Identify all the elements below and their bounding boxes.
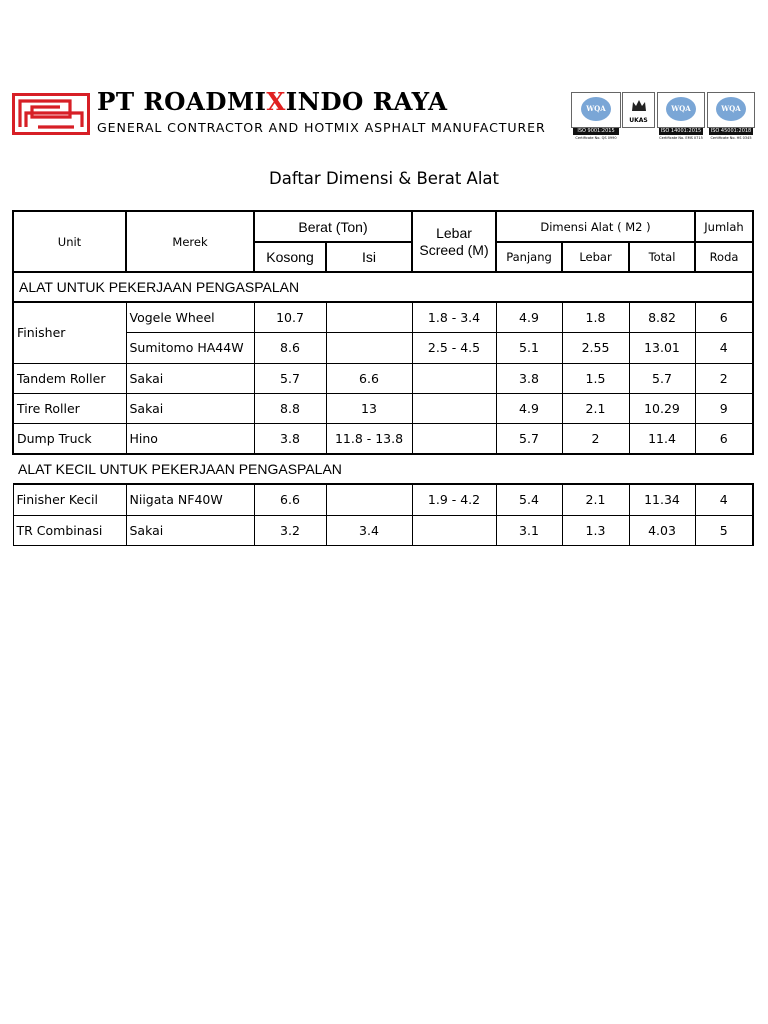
section-heading: ALAT UNTUK PEKERJAAN PENGASPALAN <box>13 272 753 302</box>
header-roda: Roda <box>695 242 753 272</box>
iso-9001-badge: WQA ISO 9001:2015 Certificate No. QS 0990 <box>571 92 621 142</box>
header-lebar: Lebar <box>562 242 629 272</box>
header-total: Total <box>629 242 695 272</box>
header-unit: Unit <box>13 211 126 272</box>
header-row-1 <box>13 211 753 242</box>
header-isi: Isi <box>326 242 412 272</box>
iso-45001-badge: WQA ISO 45001:2018 Certificate No. HS 0345 <box>707 92 755 142</box>
equipment-table <box>12 210 754 546</box>
company-name: PT ROADMIXINDO RAYA <box>97 87 448 116</box>
company-logo <box>12 93 90 135</box>
company-tagline: GENERAL CONTRACTOR AND HOTMIX ASPHALT MANUFACTURER <box>97 120 546 135</box>
header-dimensi: Dimensi Alat ( M2 ) <box>496 211 695 242</box>
header-kosong: Kosong <box>254 242 326 272</box>
table-row: TR Combinasi Sakai 3.2 3.4 3.1 1.3 4.03 5 <box>13 515 753 545</box>
header-panjang: Panjang <box>496 242 562 272</box>
header-lebar-screed: Lebar Screed (M) <box>412 211 496 272</box>
table-row: Tandem Roller Sakai 5.7 6.6 3.8 1.5 5.7 2 <box>13 363 753 393</box>
table-row: Dump Truck Hino 3.8 11.8 - 13.8 5.7 2 11.4 6 <box>13 423 753 454</box>
wqa-logo-icon: WQA <box>716 97 746 121</box>
section-heading: ALAT KECIL UNTUK PEKERJAAN PENGASPALAN <box>13 454 753 484</box>
table-row: Finisher Vogele Wheel 10.7 1.8 - 3.4 4.9 1.8 8.82 6 <box>13 302 753 332</box>
wqa-logo-icon: WQA <box>666 97 696 121</box>
header-jumlah: Jumlah <box>695 211 753 242</box>
crown-icon <box>630 97 648 113</box>
header-merek: Merek <box>126 211 254 272</box>
table-row: Sumitomo HA44W 8.6 2.5 - 4.5 5.1 2.55 13.01 4 <box>13 332 753 363</box>
header-berat: Berat (Ton) <box>254 211 412 242</box>
wqa-logo-icon: WQA <box>581 97 611 121</box>
iso-14001-badge: WQA ISO 14001:2015 Certificate No. EMS 0715 <box>657 92 705 142</box>
table-row: Tire Roller Sakai 8.8 13 4.9 2.1 10.29 9 <box>13 393 753 423</box>
table-row: Finisher Kecil Niigata NF40W 6.6 1.9 - 4.2 5.4 2.1 11.34 4 <box>13 484 753 515</box>
ukas-badge: UKAS <box>622 92 655 142</box>
document-title: Daftar Dimensi & Berat Alat <box>269 169 499 188</box>
